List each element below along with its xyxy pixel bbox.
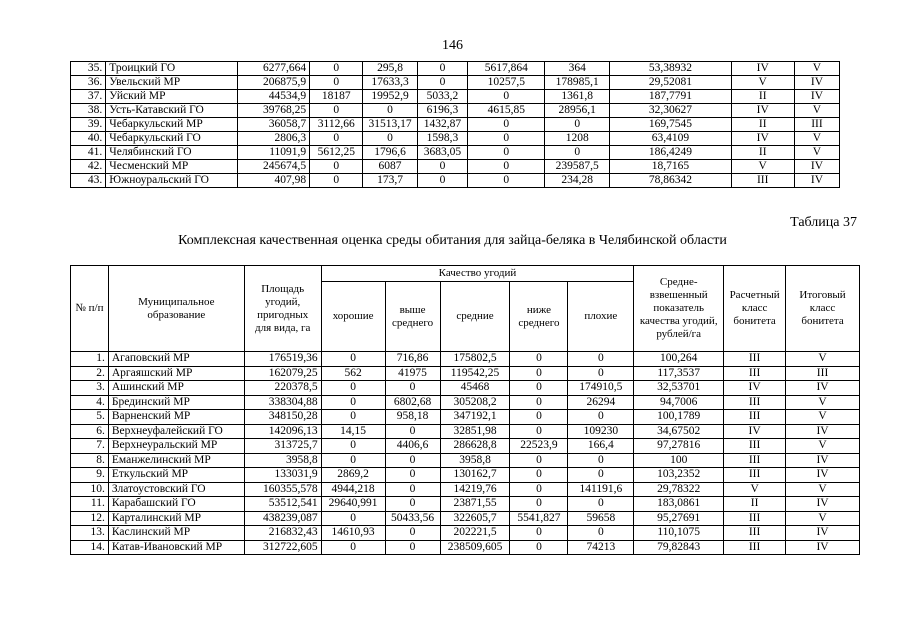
poor-value: 1208 bbox=[545, 132, 610, 146]
final-class-value: IV bbox=[794, 174, 839, 188]
table-row bbox=[71, 540, 860, 555]
poor-value: 0 bbox=[568, 352, 634, 367]
municipality-name: Чесменский МР bbox=[106, 160, 237, 174]
final-class-value: IV bbox=[786, 540, 860, 555]
below-average-value: 0 bbox=[510, 410, 568, 425]
area-value: 438239,087 bbox=[244, 511, 321, 526]
municipality-name: Челябинский ГО bbox=[106, 146, 237, 160]
table-row bbox=[71, 118, 840, 132]
below-average-value: 0 bbox=[510, 366, 568, 381]
calc-class-value: II bbox=[731, 90, 794, 104]
header-average: средние bbox=[440, 282, 510, 352]
average-value: 0 bbox=[417, 174, 468, 188]
final-class-value: V bbox=[786, 482, 860, 497]
above-average-value: 0 bbox=[363, 132, 417, 146]
above-average-value: 0 bbox=[385, 381, 440, 396]
below-average-value: 0 bbox=[510, 468, 568, 483]
below-average-value: 0 bbox=[510, 482, 568, 497]
row-number: 43. bbox=[71, 174, 106, 188]
final-class-value: V bbox=[794, 62, 839, 76]
municipality-name: Увельский МР bbox=[106, 76, 237, 90]
area-value: 133031,9 bbox=[244, 468, 321, 483]
municipality-name: Троицкий ГО bbox=[106, 62, 237, 76]
calc-class-value: IV bbox=[731, 132, 794, 146]
weighted-index-value: 18,7165 bbox=[610, 160, 731, 174]
header-calc-class: Расчетный класс бонитета bbox=[724, 266, 786, 352]
calc-class-value: IV bbox=[731, 104, 794, 118]
table-title: Комплексная качественная оценка среды обитания для зайца-беляка в Челябинской области bbox=[178, 233, 727, 248]
area-value: 11091,9 bbox=[237, 146, 310, 160]
header-poor: плохие bbox=[568, 282, 634, 352]
municipality-name: Еманжелинский МР bbox=[108, 453, 244, 468]
good-value: 0 bbox=[310, 104, 363, 118]
average-value: 202221,5 bbox=[440, 526, 510, 541]
below-average-value: 0 bbox=[510, 540, 568, 555]
row-number: 4. bbox=[71, 395, 109, 410]
municipality-name: Каслинский МР bbox=[108, 526, 244, 541]
area-value: 53512,541 bbox=[244, 497, 321, 512]
row-number: 40. bbox=[71, 132, 106, 146]
row-number: 41. bbox=[71, 146, 106, 160]
municipality-name: Ашинский МР bbox=[108, 381, 244, 396]
municipality-name: Катав-Ивановский МР bbox=[108, 540, 244, 555]
above-average-value: 0 bbox=[385, 482, 440, 497]
weighted-index-value: 103,2352 bbox=[634, 468, 724, 483]
poor-value: 364 bbox=[545, 62, 610, 76]
final-class-value: V bbox=[786, 395, 860, 410]
good-value: 3112,66 bbox=[310, 118, 363, 132]
table-row bbox=[71, 424, 860, 439]
municipality-name: Южноуральский ГО bbox=[106, 174, 237, 188]
average-value: 238509,605 bbox=[440, 540, 510, 555]
poor-value: 0 bbox=[568, 453, 634, 468]
final-class-value: III bbox=[794, 118, 839, 132]
above-average-value: 31513,17 bbox=[363, 118, 417, 132]
calc-class-value: III bbox=[724, 352, 786, 367]
table-row bbox=[71, 352, 860, 367]
good-value: 5612,25 bbox=[310, 146, 363, 160]
header-below-average: ниже среднего bbox=[510, 282, 568, 352]
row-number: 8. bbox=[71, 453, 109, 468]
weighted-index-value: 32,30627 bbox=[610, 104, 731, 118]
calc-class-value: V bbox=[731, 76, 794, 90]
calc-class-value: III bbox=[724, 395, 786, 410]
above-average-value: 295,8 bbox=[363, 62, 417, 76]
above-average-value: 716,86 bbox=[385, 352, 440, 367]
above-average-value: 958,18 bbox=[385, 410, 440, 425]
weighted-index-value: 53,38932 bbox=[610, 62, 731, 76]
weighted-index-value: 187,7791 bbox=[610, 90, 731, 104]
municipality-name: Чебаркульский МР bbox=[106, 118, 237, 132]
average-value: 130162,7 bbox=[440, 468, 510, 483]
good-value: 2869,2 bbox=[321, 468, 385, 483]
area-value: 142096,13 bbox=[244, 424, 321, 439]
good-value: 0 bbox=[321, 453, 385, 468]
weighted-index-value: 97,27816 bbox=[634, 439, 724, 454]
final-class-value: V bbox=[794, 104, 839, 118]
table-row bbox=[71, 160, 840, 174]
average-value: 14219,76 bbox=[440, 482, 510, 497]
row-number: 5. bbox=[71, 410, 109, 425]
calc-class-value: III bbox=[724, 540, 786, 555]
previous-table-continuation bbox=[70, 61, 840, 188]
municipality-name: Верхнеуральский МР bbox=[108, 439, 244, 454]
area-value: 6277,664 bbox=[237, 62, 310, 76]
poor-value: 174910,5 bbox=[568, 381, 634, 396]
final-class-value: IV bbox=[786, 497, 860, 512]
municipality-name: Агаповский МР bbox=[108, 352, 244, 367]
poor-value: 0 bbox=[568, 497, 634, 512]
average-value: 5033,2 bbox=[417, 90, 468, 104]
row-number: 14. bbox=[71, 540, 109, 555]
calc-class-value: II bbox=[731, 118, 794, 132]
municipality-name: Варненский МР bbox=[108, 410, 244, 425]
row-number: 35. bbox=[71, 62, 106, 76]
weighted-index-value: 78,86342 bbox=[610, 174, 731, 188]
final-class-value: IV bbox=[794, 90, 839, 104]
row-number: 39. bbox=[71, 118, 106, 132]
table-row bbox=[71, 132, 840, 146]
average-value: 45468 bbox=[440, 381, 510, 396]
average-value: 347192,1 bbox=[440, 410, 510, 425]
final-class-value: III bbox=[786, 366, 860, 381]
below-average-value: 0 bbox=[510, 395, 568, 410]
table-row bbox=[71, 62, 840, 76]
calc-class-value: IV bbox=[724, 424, 786, 439]
average-value: 6196,3 bbox=[417, 104, 468, 118]
final-class-value: V bbox=[794, 146, 839, 160]
calc-class-value: III bbox=[724, 468, 786, 483]
header-above-average: выше среднего bbox=[385, 282, 440, 352]
poor-value: 0 bbox=[545, 146, 610, 160]
municipality-name: Златоустовский ГО bbox=[108, 482, 244, 497]
row-number: 38. bbox=[71, 104, 106, 118]
row-number: 6. bbox=[71, 424, 109, 439]
row-number: 7. bbox=[71, 439, 109, 454]
calc-class-value: IV bbox=[731, 62, 794, 76]
above-average-value: 4406,6 bbox=[385, 439, 440, 454]
average-value: 286628,8 bbox=[440, 439, 510, 454]
area-value: 176519,36 bbox=[244, 352, 321, 367]
area-value: 36058,7 bbox=[237, 118, 310, 132]
table-row bbox=[71, 76, 840, 90]
below-average-value: 0 bbox=[510, 497, 568, 512]
row-number: 42. bbox=[71, 160, 106, 174]
calc-class-value: III bbox=[724, 526, 786, 541]
row-number: 3. bbox=[71, 381, 109, 396]
header-municipality: Муниципальное образование bbox=[108, 266, 244, 352]
above-average-value: 6087 bbox=[363, 160, 417, 174]
good-value: 0 bbox=[321, 540, 385, 555]
average-value: 0 bbox=[417, 160, 468, 174]
below-average-value: 0 bbox=[468, 160, 545, 174]
good-value: 0 bbox=[310, 76, 363, 90]
area-value: 407,98 bbox=[237, 174, 310, 188]
average-value: 175802,5 bbox=[440, 352, 510, 367]
table-row bbox=[71, 90, 840, 104]
poor-value: 59658 bbox=[568, 511, 634, 526]
good-value: 562 bbox=[321, 366, 385, 381]
final-class-value: IV bbox=[786, 424, 860, 439]
average-value: 305208,2 bbox=[440, 395, 510, 410]
above-average-value: 0 bbox=[385, 497, 440, 512]
table-row bbox=[71, 381, 860, 396]
row-number: 2. bbox=[71, 366, 109, 381]
municipality-name: Чебаркульский ГО bbox=[106, 132, 237, 146]
average-value: 3683,05 bbox=[417, 146, 468, 160]
calc-class-value: V bbox=[724, 482, 786, 497]
above-average-value: 173,7 bbox=[363, 174, 417, 188]
good-value: 0 bbox=[310, 160, 363, 174]
weighted-index-value: 183,0861 bbox=[634, 497, 724, 512]
header-num: № п/п bbox=[71, 266, 109, 352]
below-average-value: 22523,9 bbox=[510, 439, 568, 454]
final-class-value: IV bbox=[786, 381, 860, 396]
below-average-value: 0 bbox=[468, 146, 545, 160]
poor-value: 178985,1 bbox=[545, 76, 610, 90]
good-value: 0 bbox=[310, 174, 363, 188]
poor-value: 0 bbox=[568, 468, 634, 483]
habitat-quality-table bbox=[70, 265, 860, 555]
above-average-value: 0 bbox=[385, 424, 440, 439]
good-value: 29640,991 bbox=[321, 497, 385, 512]
poor-value: 141191,6 bbox=[568, 482, 634, 497]
area-value: 220378,5 bbox=[244, 381, 321, 396]
weighted-index-value: 63,4109 bbox=[610, 132, 731, 146]
below-average-value: 10257,5 bbox=[468, 76, 545, 90]
header-good: хорошие bbox=[321, 282, 385, 352]
table-row bbox=[71, 482, 860, 497]
calc-class-value: III bbox=[731, 174, 794, 188]
above-average-value: 17633,3 bbox=[363, 76, 417, 90]
above-average-value: 19952,9 bbox=[363, 90, 417, 104]
area-value: 338304,88 bbox=[244, 395, 321, 410]
table-row bbox=[71, 511, 860, 526]
weighted-index-value: 34,67502 bbox=[634, 424, 724, 439]
row-number: 1. bbox=[71, 352, 109, 367]
poor-value: 239587,5 bbox=[545, 160, 610, 174]
area-value: 2806,3 bbox=[237, 132, 310, 146]
poor-value: 1361,8 bbox=[545, 90, 610, 104]
poor-value: 0 bbox=[568, 410, 634, 425]
weighted-index-value: 94,7006 bbox=[634, 395, 724, 410]
municipality-name: Верхнеуфалейский ГО bbox=[108, 424, 244, 439]
poor-value: 28956,1 bbox=[545, 104, 610, 118]
calc-class-value: IV bbox=[724, 381, 786, 396]
above-average-value: 50433,56 bbox=[385, 511, 440, 526]
weighted-index-value: 100,264 bbox=[634, 352, 724, 367]
final-class-value: IV bbox=[786, 453, 860, 468]
area-value: 245674,5 bbox=[237, 160, 310, 174]
good-value: 0 bbox=[321, 352, 385, 367]
final-class-value: V bbox=[786, 439, 860, 454]
above-average-value: 6802,68 bbox=[385, 395, 440, 410]
header-final-class: Итоговый класс бонитета bbox=[786, 266, 860, 352]
poor-value: 166,4 bbox=[568, 439, 634, 454]
final-class-value: V bbox=[786, 352, 860, 367]
good-value: 18187 bbox=[310, 90, 363, 104]
header-area: Площадь угодий, пригодных для вида, га bbox=[244, 266, 321, 352]
row-number: 12. bbox=[71, 511, 109, 526]
municipality-name: Уйский МР bbox=[106, 90, 237, 104]
municipality-name: Еткульский МР bbox=[108, 468, 244, 483]
average-value: 322605,7 bbox=[440, 511, 510, 526]
below-average-value: 0 bbox=[468, 132, 545, 146]
row-number: 9. bbox=[71, 468, 109, 483]
good-value: 14,15 bbox=[321, 424, 385, 439]
final-class-value: IV bbox=[786, 526, 860, 541]
average-value: 1432,87 bbox=[417, 118, 468, 132]
above-average-value: 41975 bbox=[385, 366, 440, 381]
municipality-name: Карталинский МР bbox=[108, 511, 244, 526]
area-value: 216832,43 bbox=[244, 526, 321, 541]
calc-class-value: II bbox=[731, 146, 794, 160]
poor-value: 0 bbox=[568, 526, 634, 541]
row-number: 10. bbox=[71, 482, 109, 497]
weighted-index-value: 100 bbox=[634, 453, 724, 468]
table-label: Таблица 37 bbox=[790, 215, 857, 230]
table-row bbox=[71, 497, 860, 512]
calc-class-value: V bbox=[731, 160, 794, 174]
below-average-value: 5617,864 bbox=[468, 62, 545, 76]
row-number: 37. bbox=[71, 90, 106, 104]
row-number: 11. bbox=[71, 497, 109, 512]
weighted-index-value: 95,27691 bbox=[634, 511, 724, 526]
table-row bbox=[71, 526, 860, 541]
average-value: 1598,3 bbox=[417, 132, 468, 146]
weighted-index-value: 117,3537 bbox=[634, 366, 724, 381]
municipality-name: Карабашский ГО bbox=[108, 497, 244, 512]
table-row bbox=[71, 453, 860, 468]
below-average-value: 0 bbox=[468, 118, 545, 132]
good-value: 0 bbox=[321, 381, 385, 396]
below-average-value: 0 bbox=[468, 90, 545, 104]
area-value: 162079,25 bbox=[244, 366, 321, 381]
above-average-value: 0 bbox=[385, 540, 440, 555]
good-value: 0 bbox=[310, 132, 363, 146]
area-value: 313725,7 bbox=[244, 439, 321, 454]
poor-value: 0 bbox=[545, 118, 610, 132]
calc-class-value: III bbox=[724, 366, 786, 381]
municipality-name: Брединский МР bbox=[108, 395, 244, 410]
good-value: 0 bbox=[321, 410, 385, 425]
final-class-value: IV bbox=[794, 76, 839, 90]
weighted-index-value: 110,1075 bbox=[634, 526, 724, 541]
poor-value: 74213 bbox=[568, 540, 634, 555]
average-value: 119542,25 bbox=[440, 366, 510, 381]
weighted-index-value: 32,53701 bbox=[634, 381, 724, 396]
poor-value: 0 bbox=[568, 366, 634, 381]
table-row bbox=[71, 410, 860, 425]
good-value: 0 bbox=[321, 511, 385, 526]
good-value: 0 bbox=[321, 395, 385, 410]
weighted-index-value: 186,4249 bbox=[610, 146, 731, 160]
weighted-index-value: 29,78322 bbox=[634, 482, 724, 497]
area-value: 312722,605 bbox=[244, 540, 321, 555]
area-value: 348150,28 bbox=[244, 410, 321, 425]
calc-class-value: III bbox=[724, 410, 786, 425]
below-average-value: 4615,85 bbox=[468, 104, 545, 118]
municipality-name: Аргаяшский МР bbox=[108, 366, 244, 381]
area-value: 160355,578 bbox=[244, 482, 321, 497]
final-class-value: V bbox=[786, 511, 860, 526]
poor-value: 234,28 bbox=[545, 174, 610, 188]
calc-class-value: II bbox=[724, 497, 786, 512]
page-number: 146 bbox=[442, 38, 463, 53]
above-average-value: 1796,6 bbox=[363, 146, 417, 160]
calc-class-value: III bbox=[724, 439, 786, 454]
above-average-value: 0 bbox=[363, 104, 417, 118]
poor-value: 109230 bbox=[568, 424, 634, 439]
area-value: 206875,9 bbox=[237, 76, 310, 90]
above-average-value: 0 bbox=[385, 453, 440, 468]
good-value: 4944,218 bbox=[321, 482, 385, 497]
below-average-value: 0 bbox=[510, 424, 568, 439]
final-class-value: IV bbox=[794, 160, 839, 174]
weighted-index-value: 79,82843 bbox=[634, 540, 724, 555]
average-value: 3958,8 bbox=[440, 453, 510, 468]
habitat-quality-table-body bbox=[71, 352, 860, 555]
poor-value: 26294 bbox=[568, 395, 634, 410]
average-value: 0 bbox=[417, 62, 468, 76]
table-row bbox=[71, 395, 860, 410]
below-average-value: 0 bbox=[510, 352, 568, 367]
final-class-value: V bbox=[794, 132, 839, 146]
average-value: 32851,98 bbox=[440, 424, 510, 439]
below-average-value: 0 bbox=[468, 174, 545, 188]
table-row bbox=[71, 468, 860, 483]
below-average-value: 5541,827 bbox=[510, 511, 568, 526]
table-row bbox=[71, 366, 860, 381]
average-value: 0 bbox=[417, 76, 468, 90]
municipality-name: Усть-Катавский ГО bbox=[106, 104, 237, 118]
area-value: 39768,25 bbox=[237, 104, 310, 118]
below-average-value: 0 bbox=[510, 526, 568, 541]
above-average-value: 0 bbox=[385, 468, 440, 483]
good-value: 0 bbox=[310, 62, 363, 76]
good-value: 0 bbox=[321, 439, 385, 454]
final-class-value: IV bbox=[786, 468, 860, 483]
header-weighted-index: Средне-взвешенный показатель качества угодий, рублей/га bbox=[634, 266, 724, 352]
final-class-value: V bbox=[786, 410, 860, 425]
table-row bbox=[71, 174, 840, 188]
row-number: 36. bbox=[71, 76, 106, 90]
good-value: 14610,93 bbox=[321, 526, 385, 541]
calc-class-value: III bbox=[724, 453, 786, 468]
calc-class-value: III bbox=[724, 511, 786, 526]
area-value: 44534,9 bbox=[237, 90, 310, 104]
table-row bbox=[71, 439, 860, 454]
weighted-index-value: 100,1789 bbox=[634, 410, 724, 425]
table-row bbox=[71, 146, 840, 160]
above-average-value: 0 bbox=[385, 526, 440, 541]
table-row bbox=[71, 104, 840, 118]
area-value: 3958,8 bbox=[244, 453, 321, 468]
row-number: 13. bbox=[71, 526, 109, 541]
below-average-value: 0 bbox=[510, 381, 568, 396]
below-average-value: 0 bbox=[510, 453, 568, 468]
weighted-index-value: 169,7545 bbox=[610, 118, 731, 132]
average-value: 23871,55 bbox=[440, 497, 510, 512]
weighted-index-value: 29,52081 bbox=[610, 76, 731, 90]
header-quality-group: Качество угодий bbox=[321, 266, 634, 282]
previous-table-body bbox=[71, 62, 840, 188]
